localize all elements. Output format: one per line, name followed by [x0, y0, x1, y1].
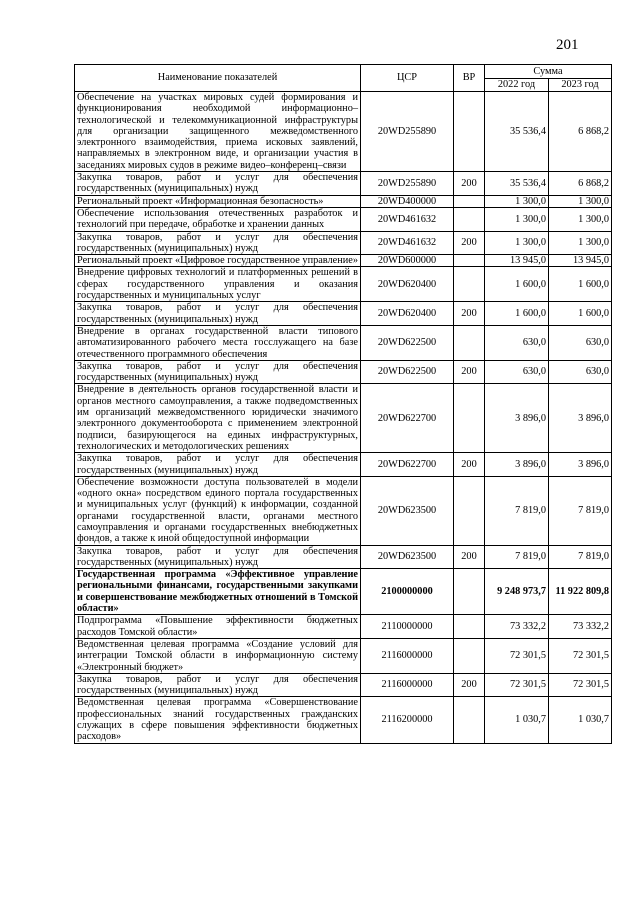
row-vr: 200	[454, 302, 485, 326]
row-value-2022: 1 600,0	[485, 302, 549, 326]
row-csr: 2116000000	[361, 673, 454, 697]
row-value-2022: 630,0	[485, 325, 549, 360]
row-value-2023: 630,0	[549, 360, 612, 384]
header-vr: ВР	[454, 65, 485, 92]
row-value-2023: 73 332,2	[549, 615, 612, 639]
row-name: Закупка товаров, работ и услуг для обеспечения государственных (муниципальных) нужд	[75, 302, 361, 326]
row-csr: 20WD255890	[361, 92, 454, 172]
row-value-2023: 1 600,0	[549, 267, 612, 302]
row-name: Региональный проект «Цифровое государственное управление»	[75, 255, 361, 267]
table-row	[75, 697, 612, 743]
row-csr: 2116200000	[361, 697, 454, 743]
row-value-2023: 3 896,0	[549, 453, 612, 477]
row-value-2022: 1 300,0	[485, 231, 549, 255]
row-value-2023: 72 301,5	[549, 638, 612, 673]
row-value-2023: 1 030,7	[549, 697, 612, 743]
row-name: Закупка товаров, работ и услуг для обеспечения государственных (муниципальных) нужд	[75, 231, 361, 255]
table-row	[75, 360, 612, 384]
header-row	[75, 65, 612, 79]
row-csr: 20WD400000	[361, 195, 454, 207]
row-value-2023: 11 922 809,8	[549, 569, 612, 615]
row-value-2022: 3 896,0	[485, 453, 549, 477]
header-sum: Сумма	[485, 65, 612, 79]
row-csr: 20WD623500	[361, 545, 454, 569]
row-vr	[454, 697, 485, 743]
table-row	[75, 172, 612, 196]
table-row	[75, 638, 612, 673]
budget-table	[74, 64, 612, 744]
row-csr: 20WD622500	[361, 325, 454, 360]
page-number: 201	[556, 37, 579, 53]
row-value-2022: 3 896,0	[485, 384, 549, 453]
row-value-2022: 13 945,0	[485, 255, 549, 267]
row-name: Государственная программа «Эффективное управление региональными финансами, государственными закупками и совершенствование межбюджетных отношений в Томской области»	[75, 569, 361, 615]
table-row	[75, 384, 612, 453]
row-value-2022: 72 301,5	[485, 638, 549, 673]
row-value-2023: 3 896,0	[549, 384, 612, 453]
row-value-2022: 72 301,5	[485, 673, 549, 697]
row-value-2023: 6 868,2	[549, 92, 612, 172]
row-name: Закупка товаров, работ и услуг для обеспечения государственных (муниципальных) нужд	[75, 545, 361, 569]
row-value-2023: 6 868,2	[549, 172, 612, 196]
row-csr: 20WD620400	[361, 302, 454, 326]
row-vr	[454, 325, 485, 360]
row-csr: 20WD622500	[361, 360, 454, 384]
row-name: Обеспечение использования отечественных разработок и технологий при передаче, обработке и хранении данных	[75, 207, 361, 231]
row-name: Закупка товаров, работ и услуг для обеспечения государственных (муниципальных) нужд	[75, 360, 361, 384]
row-vr: 200	[454, 172, 485, 196]
row-csr: 20WD620400	[361, 267, 454, 302]
row-vr	[454, 255, 485, 267]
row-csr: 20WD255890	[361, 172, 454, 196]
row-value-2023: 1 300,0	[549, 195, 612, 207]
row-value-2022: 9 248 973,7	[485, 569, 549, 615]
row-csr: 20WD461632	[361, 231, 454, 255]
row-value-2023: 1 300,0	[549, 231, 612, 255]
row-vr	[454, 569, 485, 615]
row-csr: 2116000000	[361, 638, 454, 673]
table-row	[75, 476, 612, 545]
table-row	[75, 545, 612, 569]
row-csr: 20WD623500	[361, 476, 454, 545]
row-name: Обеспечение на участках мировых судей формирования и функционирования необходимой информационно–технологической и телекоммуникационной инфраструктуры для организации защищенного межведомственного электронного взаимодействия, приема исковых заявлений, направляемых в электронном виде, и организации участия в заседаниях мировых судов в режиме видео–конференц–связи	[75, 92, 361, 172]
row-csr: 20WD622700	[361, 453, 454, 477]
row-value-2022: 1 600,0	[485, 267, 549, 302]
row-value-2023: 7 819,0	[549, 545, 612, 569]
row-name: Внедрение в органах государственной власти типового автоматизированного рабочего места госслужащего на базе отечественного программного обеспечения	[75, 325, 361, 360]
row-csr: 20WD622700	[361, 384, 454, 453]
header-csr: ЦСР	[361, 65, 454, 92]
row-value-2023: 13 945,0	[549, 255, 612, 267]
header-year-2023: 2023 год	[549, 78, 612, 92]
row-name: Внедрение в деятельность органов государственной власти и органов местного самоуправления, а также подведомственных им организаций межведомственного юридически значимого электронного документооборота с применением электронной подписи, базирующегося на единых инфраструктурных, технологических и методологических решениях	[75, 384, 361, 453]
table-row	[75, 207, 612, 231]
row-name: Ведомственная целевая программа «Создание условий для интеграции Томской области в информационную систему «Электронный бюджет»	[75, 638, 361, 673]
row-vr	[454, 195, 485, 207]
row-vr	[454, 384, 485, 453]
row-vr	[454, 92, 485, 172]
table-row	[75, 302, 612, 326]
table-row	[75, 615, 612, 639]
row-name: Ведомственная целевая программа «Совершенствование профессиональных знаний государственных гражданских служащих в сфере повышения эффективности бюджетных расходов»	[75, 697, 361, 743]
row-vr: 200	[454, 673, 485, 697]
row-value-2023: 630,0	[549, 325, 612, 360]
row-value-2022: 35 536,4	[485, 92, 549, 172]
header-year-2022: 2022 год	[485, 78, 549, 92]
row-name: Обеспечение возможности доступа пользователей в модели «одного окна» посредством единого портала государственных и муниципальных услуг (функций) к информации, созданной органами государственной власти, органами местного самоуправления и органами государственных внебюджетных фондов, а также к иной общедоступной информации	[75, 476, 361, 545]
row-name: Закупка товаров, работ и услуг для обеспечения государственных (муниципальных) нужд	[75, 673, 361, 697]
row-name: Региональный проект «Информационная безопасность»	[75, 195, 361, 207]
table-row	[75, 92, 612, 172]
row-vr	[454, 207, 485, 231]
row-csr: 20WD600000	[361, 255, 454, 267]
row-vr: 200	[454, 545, 485, 569]
row-vr: 200	[454, 231, 485, 255]
row-value-2022: 7 819,0	[485, 476, 549, 545]
row-value-2023: 1 600,0	[549, 302, 612, 326]
row-name: Внедрение цифровых технологий и платформенных решений в сферах государственного управления и оказания государственных и муниципальных услуг	[75, 267, 361, 302]
table-row	[75, 673, 612, 697]
table-row	[75, 195, 612, 207]
row-vr: 200	[454, 453, 485, 477]
row-csr: 20WD461632	[361, 207, 454, 231]
row-vr	[454, 476, 485, 545]
table-body	[75, 92, 612, 744]
table-row	[75, 267, 612, 302]
row-name: Закупка товаров, работ и услуг для обеспечения государственных (муниципальных) нужд	[75, 172, 361, 196]
table-row	[75, 453, 612, 477]
row-value-2023: 1 300,0	[549, 207, 612, 231]
row-value-2022: 35 536,4	[485, 172, 549, 196]
row-csr: 2100000000	[361, 569, 454, 615]
row-vr	[454, 267, 485, 302]
row-value-2022: 7 819,0	[485, 545, 549, 569]
table-row	[75, 231, 612, 255]
row-name: Подпрограмма «Повышение эффективности бюджетных расходов Томской области»	[75, 615, 361, 639]
row-vr: 200	[454, 360, 485, 384]
row-vr	[454, 615, 485, 639]
row-value-2022: 630,0	[485, 360, 549, 384]
row-value-2023: 7 819,0	[549, 476, 612, 545]
row-value-2022: 1 300,0	[485, 207, 549, 231]
row-value-2022: 1 300,0	[485, 195, 549, 207]
row-name: Закупка товаров, работ и услуг для обеспечения государственных (муниципальных) нужд	[75, 453, 361, 477]
row-value-2022: 1 030,7	[485, 697, 549, 743]
row-value-2023: 72 301,5	[549, 673, 612, 697]
row-value-2022: 73 332,2	[485, 615, 549, 639]
table-row	[75, 255, 612, 267]
row-vr	[454, 638, 485, 673]
header-name: Наименование показателей	[75, 65, 361, 92]
table-row	[75, 569, 612, 615]
row-csr: 2110000000	[361, 615, 454, 639]
table-row	[75, 325, 612, 360]
